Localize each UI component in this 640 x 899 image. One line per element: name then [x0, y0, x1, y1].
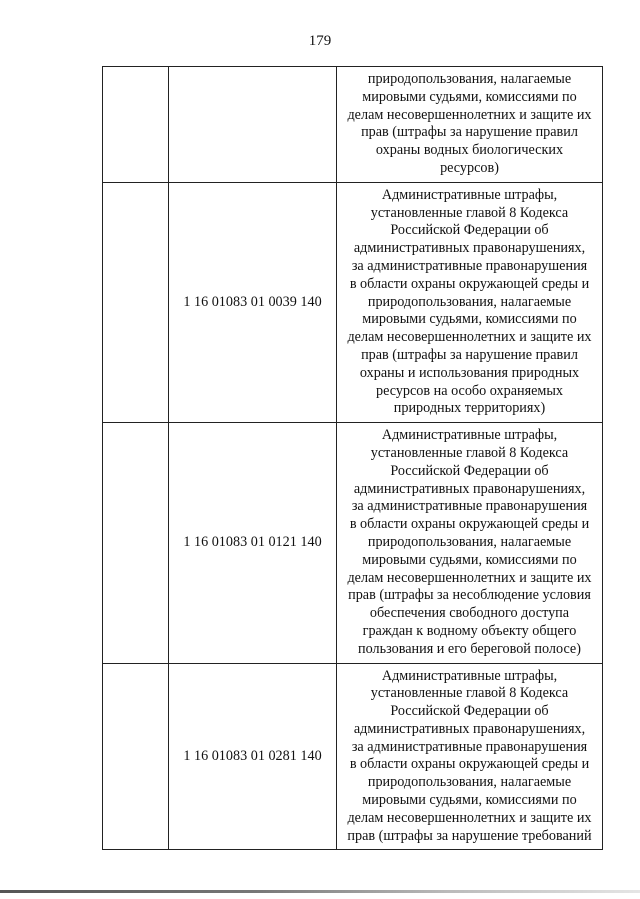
description-line: природопользования, налагаемые [367, 293, 572, 310]
description-line: административных правонарушениях, [353, 720, 586, 737]
description-line: Административные штрафы, [381, 427, 558, 444]
description-line: Административные штрафы, [381, 667, 558, 684]
description-line: ресурсов) [440, 159, 499, 176]
description-line: Российской Федерации об [390, 462, 549, 479]
description-line: административных правонарушениях, [353, 480, 586, 497]
description-line: пользования и его береговой полосе) [358, 640, 581, 657]
description-line: установленные главой 8 Кодекса [370, 685, 569, 702]
description-line: охраны и использования природных [359, 364, 580, 381]
description-line: за административные правонарушения [351, 257, 588, 274]
empty-cell [103, 663, 169, 850]
budget-code-cell: 1 16 01083 01 0281 140 [169, 663, 337, 850]
description-cell [337, 182, 603, 422]
description-line: в области охраны окружающей среды и [349, 756, 590, 773]
description-cell [337, 423, 603, 663]
empty-cell [103, 182, 169, 422]
description-cell [337, 67, 603, 183]
budget-code-cell [169, 67, 337, 183]
table-row [103, 67, 603, 183]
description-line: природопользования, налагаемые [367, 71, 572, 87]
description-line: за административные правонарушения [351, 498, 588, 515]
description-line: мировыми судьями, комиссиями по [362, 551, 577, 568]
scan-edge-line [0, 890, 640, 893]
description-line: делам несовершеннолетних и защите их [347, 569, 592, 586]
description-line: природопользования, налагаемые [367, 774, 572, 791]
description-line: мировыми судьями, комиссиями по [362, 311, 577, 328]
description-line: мировыми судьями, комиссиями по [362, 88, 577, 105]
description-line: Административные штрафы, [381, 186, 558, 203]
description-line: прав (штрафы за несоблюдение условия [348, 587, 591, 604]
description-line: обеспечения свободного доступа [369, 605, 570, 622]
budget-code-cell: 1 16 01083 01 0039 140 [169, 182, 337, 422]
description-line: Российской Федерации об [390, 703, 549, 720]
page-number: 179 [308, 33, 332, 49]
description-line: установленные главой 8 Кодекса [370, 204, 569, 221]
description-line: делам несовершеннолетних и защите их [347, 329, 592, 346]
description-line: установленные главой 8 Кодекса [370, 444, 569, 461]
budget-codes-table [102, 66, 603, 850]
table-row [103, 423, 603, 663]
description-line: в области охраны окружающей среды и [349, 275, 590, 292]
empty-cell [103, 67, 169, 183]
table-row [103, 663, 603, 850]
description-line: охраны водных биологических [375, 142, 564, 159]
description-line: прав (штрафы за нарушение требований [347, 827, 592, 844]
description-cell [337, 663, 603, 850]
description-line: делам несовершеннолетних и защите их [347, 809, 592, 826]
description-line: Российской Федерации об [390, 222, 549, 239]
description-line: делам несовершеннолетних и защите их [347, 106, 592, 123]
table-row [103, 182, 603, 422]
description-line: природных территориях) [393, 400, 546, 417]
description-line: ресурсов на особо охраняемых [375, 382, 564, 399]
empty-cell [103, 423, 169, 663]
description-line: граждан к водному объекту общего [362, 622, 577, 639]
description-line: прав (штрафы за нарушение правил [361, 346, 578, 363]
description-line: в области охраны окружающей среды и [349, 516, 590, 533]
description-line: природопользования, налагаемые [367, 533, 572, 550]
description-line: прав (штрафы за нарушение правил [361, 124, 578, 141]
description-line: административных правонарушениях, [353, 240, 586, 257]
description-line: за административные правонарушения [351, 738, 588, 755]
budget-code-cell: 1 16 01083 01 0121 140 [169, 423, 337, 663]
description-line: мировыми судьями, комиссиями по [362, 792, 577, 809]
